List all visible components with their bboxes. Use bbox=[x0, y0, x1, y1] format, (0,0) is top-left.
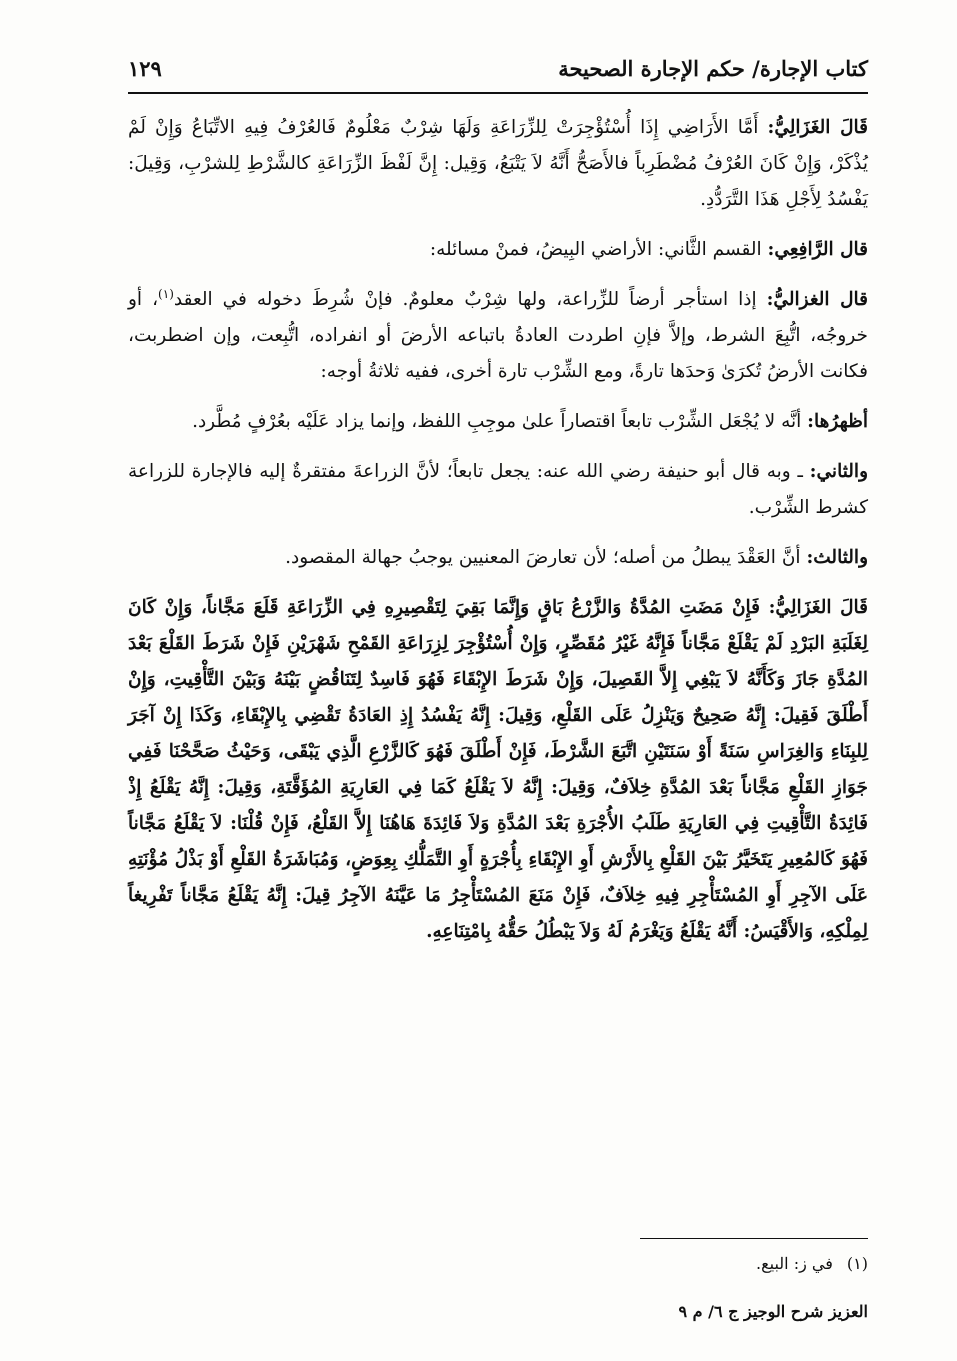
paragraph-text: فَإِنْ مَضَتِ المُدَّةُ وَالزَّرْعُ بَاقٍ وَإِنَّمَا بَقِيَ لِتَقْصِيرِهِ فِي الزِّرَاعَةِ قَلَعَ مَجَّاناً، وَإِنْ كَانَ لِغَلَبَةِ البَرْدِ لَمْ يَقْلَعْ مَجَّاناً فَإِنَّهُ غَيْرُ مُقَصِّرٍ، وَإِنْ أُسْتُؤْجِرَ لِزِرَاعَةِ القَمْحِ شَهْرَيْنِ فَإِنْ شَرَطَ القَلْعَ بَعْدَ المُدَّةِ جَازَ وَكَأَنَّهُ لاَ يَبْغِي إِلاَّ القَصِيلَ، وَإِنْ شَرَطَ الإِبْقَاءَ فَهُوَ فَاسِدٌ لِتَنَاقُضٍ بَيْنَهُ وَبَيْنَ التَّأْقِيتِ، وَإِنْ أَطْلَقَ فَقِيلَ: إِنَّهُ صَحِيحٌ وَيَنْزِلُ عَلَى القَلْعِ، وَقِيلَ: إِنَّهُ يَفْسُدُ إِذِ العَادَةُ تَقْضِي بِالإِبْقَاءِ، وَكَذَا إِنْ آجَرَ لِلبِنَاءِ وَالغِرَاسِ سَنَةً أَوْ سَنَتَيْنِ اتَّبَعَ الشَّرْطَ، فَإِنْ أَطْلَقَ فَهُوَ كَالزَّرْعِ الَّذِي يَبْقَى، وَحَيْثُ صَحَّحْنَا فَفِي جَوَازِ القَلْعِ مَجَّاناً بَعْدَ المُدَّةِ خِلاَفٌ، وَقِيلَ: إِنَّهُ لاَ يَقْلَعُ كَمَا فِي العَارِيَةِ المُؤَقَّتَةِ، وَقِيلَ: إِنَّهُ يَقْلَعُ إِذْ فَائِدَةُ التَّأْقِيتِ فِي العَارِيَةِ طَلَبُ الأُجْرَةِ بَعْدَ المُدَّةِ وَلاَ فَائِدَةَ هَاهُنَا إِلاَّ القَلْعُ، فَإِنْ قُلْنَا: لاَ يَقْلَعُ مَجَّاناً فَهُوَ كَالمُعِيرِ يَتَخَيَّرُ بَيْنَ القَلْعِ بِالأَرْشِ أَوِ الإِبْقَاءِ بِأُجْرَةٍ أَوِ التَّمَلُّكِ بِعِوَضٍ، وَمُبَاشَرَةُ القَلْعِ أَوْ بَذْلُ مُؤْنَتِهِ عَلَى الآجِرِ أَوِ المُسْتَأْجِرِ فِيهِ خِلاَفٌ، فَإِنْ مَنَعَ المُسْتَأْجِرُ مَا عَيَّنَهُ الآجِرُ قِيلَ: إِنَّهُ يَقْلَعُ مَجَّاناً تَفْرِيغاً لِمِلْكِهِ، وَالأَقْيَسُ: أَنَّهُ يَقْلَعُ وَيَغْرَمُ لَهُ وَلاَ يَبْطُلُ حَقُّهُ بِامْتِنَاعِهِ. bbox=[128, 597, 868, 942]
paragraph-ghazali-3 bbox=[128, 590, 868, 950]
running-title: كتاب الإجارة/ حكم الإجارة الصحيحة bbox=[558, 55, 868, 81]
footnote-text: في ز: البيع. bbox=[756, 1254, 833, 1273]
speaker-label: قال الرَّافِعِي: bbox=[767, 239, 868, 260]
paragraph-text: إذا استأجر أرضاً للزِّراعة، ولها شِرْبٌ معلومٌ. فإنْ شُرِطَ دخوله في العقد bbox=[173, 289, 767, 310]
footnote-number: (١) bbox=[846, 1254, 868, 1273]
paragraph-ghazali-2 bbox=[128, 282, 868, 390]
speaker-label: قَالَ الغَزَالِيُّ: bbox=[768, 597, 868, 618]
speaker-label: قال الغزاليُّ: bbox=[766, 289, 868, 310]
paragraph-text: القسم الثَّاني: الأراضي البِيضُ، فمنْ مسائله: bbox=[429, 239, 768, 260]
paragraph-rafii bbox=[128, 232, 868, 268]
printer-signature: العزيز شرح الوجيز ج ٦/ م ٩ bbox=[678, 1302, 868, 1321]
speaker-label: والثاني: bbox=[809, 461, 868, 482]
paragraph-first-view bbox=[128, 404, 868, 440]
paragraph-ghazali-1 bbox=[128, 110, 868, 218]
page-number: ١٢٩ bbox=[128, 55, 162, 81]
footnote-rule bbox=[640, 1238, 868, 1239]
page-body bbox=[128, 110, 868, 960]
footnote-marker[interactable]: (١) bbox=[158, 286, 174, 301]
book-page bbox=[128, 40, 868, 1340]
paragraph-text: أنَّ العَقْدَ يبطلُ من أصله؛ لأن تعارضَ المعنيين يوجبُ جهالة المقصود. bbox=[285, 547, 807, 568]
speaker-label: والثالث: bbox=[806, 547, 868, 568]
header-rule bbox=[128, 92, 868, 94]
paragraph-third-view bbox=[128, 540, 868, 576]
paragraph-text: أنَّه لا يُجْعَل الشِّرْب تابعاً اقتصاراً علىٰ موجِبِ اللفظ، وإنما يزاد عَلَيْه بعُرْفٍ مُطَّرد. bbox=[192, 411, 808, 432]
running-head bbox=[128, 48, 868, 88]
paragraph-text: أَمَّا الأَرَاضِي إِذَا أُسْتُؤْجِرَتْ لِلزِّرَاعَةِ وَلَهَا شِرْبٌ مَعْلُومٌ فَالعُرْفُ فِيهِ الاتِّبَاعُ وَإِنْ لَمْ يُذْكَرْ، وَإِنْ كَانَ العُرْفُ مُضْطَرِباً فالأَصَحُّ أَنَّهُ لاَ يَتْبَعُ، وَقِيل: إِنَّ لَفْظَ الزِّرَاعَةِ كالشَّرْطِ لِلشرْبِ، وَقِيلَ: يَفْسُدُ لِأَجْلِ هَذَا التَّرَدُّدِ. bbox=[128, 117, 868, 210]
speaker-label: قَالَ الغَزَالِيُّ: bbox=[767, 117, 868, 138]
paragraph-second-view bbox=[128, 454, 868, 526]
speaker-label: أظهرُها: bbox=[807, 411, 868, 432]
paragraph-text-continued: ، أو خروجُه، اتُّبِعَ الشرط، وإلاَّ فإنِ اطردت العادةُ باتباعه الأرضَ أو انفراده، اتُّبِعت، وإن اضطربت، فكانت الأرضُ تُكرَىٰ وَحدَها تارةً، ومع الشِّرْب تارة أخرى، ففيه ثلاثةُ أوجه: bbox=[128, 289, 868, 382]
paragraph-text: ـ وبه قال أبو حنيفة رضي الله عنه: يجعل تابعاً؛ لأنَّ الزراعةَ مفتقرةٌ إليه فالإجارة للزراعة كشرط الشِّرْب. bbox=[128, 461, 868, 518]
footnote bbox=[128, 1250, 868, 1278]
